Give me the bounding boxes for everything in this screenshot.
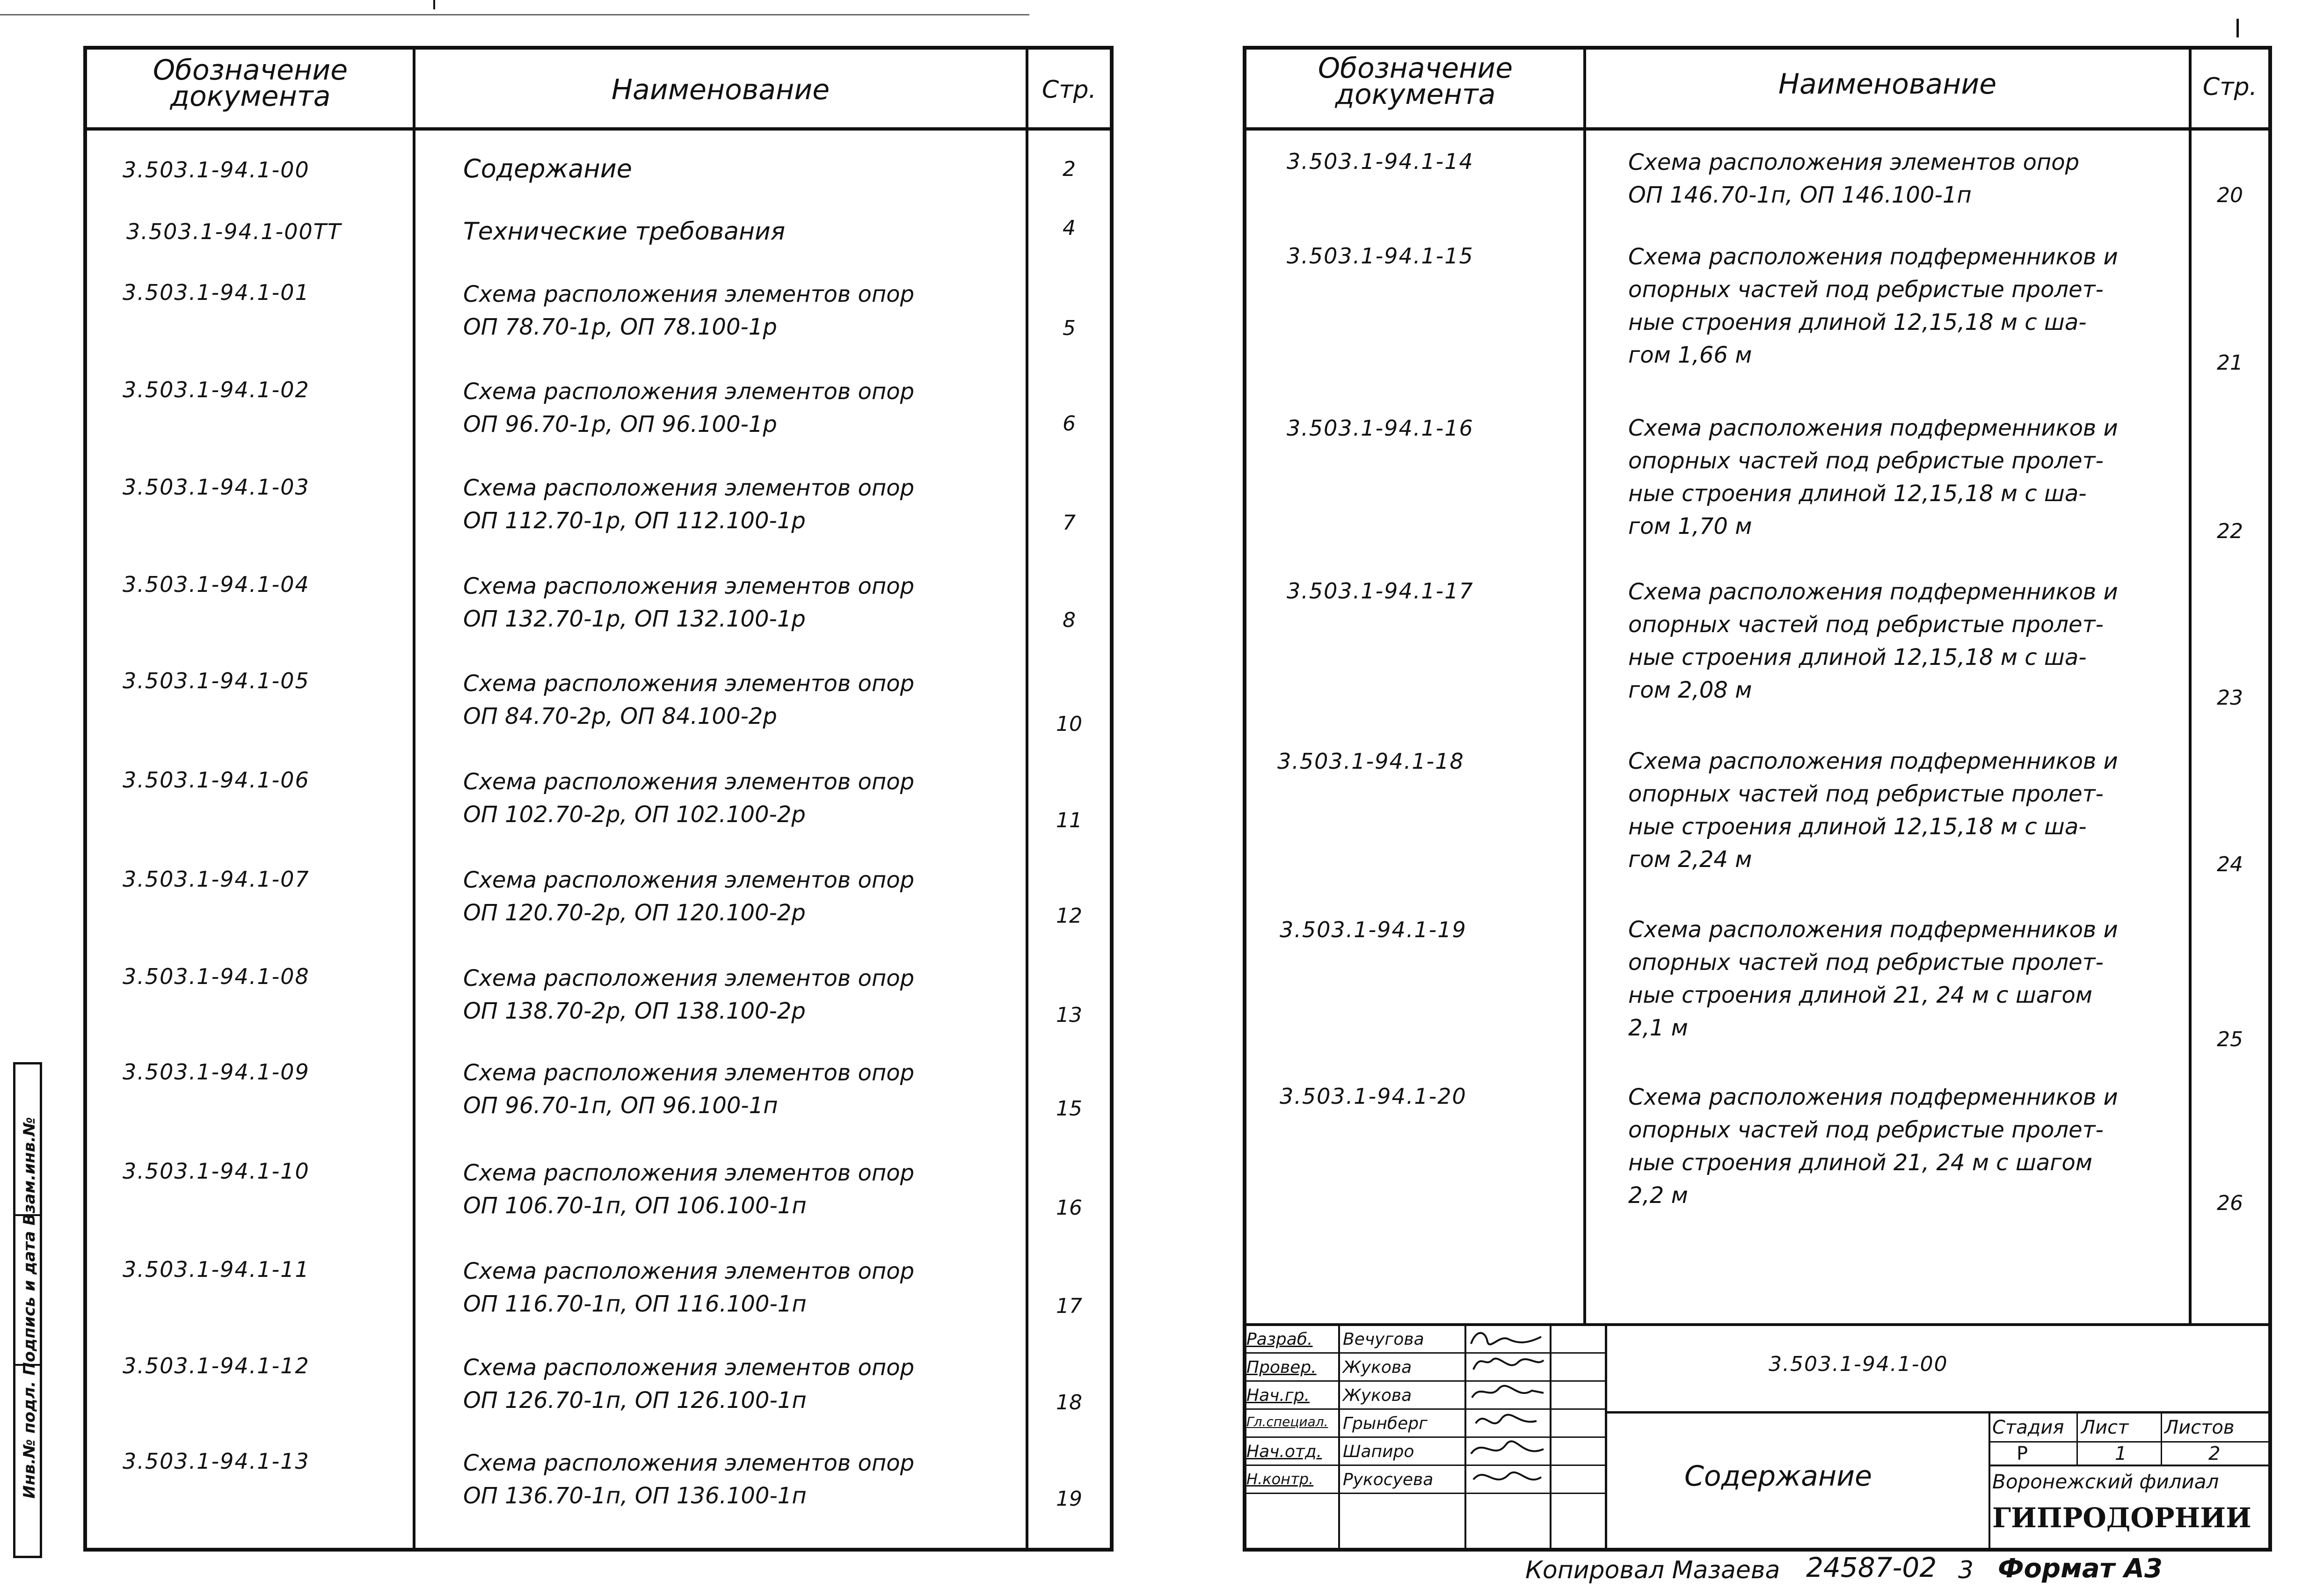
signer-name: Жукова <box>1343 1386 1412 1405</box>
row-page: 4 <box>1063 216 1076 240</box>
row-code: 3.503.1-94.1-05 <box>123 668 310 693</box>
signer-name: Вечугова <box>1343 1330 1424 1349</box>
left-header-name: Наименование <box>611 73 830 106</box>
row-page: 19 <box>1056 1487 1082 1511</box>
row-page: 24 <box>2217 853 2243 876</box>
row-code: 3.503.1-94.1-13 <box>123 1449 310 1474</box>
row-name: Схема расположения элементов опор ОП 84.70-2р, ОП 84.100-2р <box>463 670 915 729</box>
paper-format: Формат А3 <box>1998 1553 2163 1584</box>
row-page: 2 <box>1063 157 1076 181</box>
row-name: Схема расположения элементов опор ОП 132.70-1р, ОП 132.100-1р <box>463 573 915 632</box>
sheets-label: Листов <box>2164 1417 2235 1438</box>
row-name: Схема расположения элементов опор ОП 96.70-1р, ОП 96.100-1р <box>463 379 915 437</box>
row-page: 15 <box>1056 1097 1082 1121</box>
row-page: 17 <box>1056 1294 1082 1318</box>
org-name: Воронежский филиал <box>1992 1470 2219 1493</box>
signature-stroke <box>1473 1472 1541 1480</box>
signer-role: Провер. <box>1246 1358 1317 1377</box>
row-code: 3.503.1-94.1-00ТТ <box>126 219 342 244</box>
signer-role: Нач.гр. <box>1246 1386 1310 1405</box>
row-code: 3.503.1-94.1-04 <box>123 572 310 597</box>
signer-role: Нач.отд. <box>1246 1442 1322 1461</box>
row-page: 10 <box>1056 712 1082 736</box>
row-name: Схема расположения элементов опор ОП 136.70-1п, ОП 136.100-1п <box>463 1450 915 1509</box>
row-code: 3.503.1-94.1-16 <box>1287 415 1474 441</box>
signer-role: Н.контр. <box>1246 1470 1314 1488</box>
row-name: Схема расположения элементов опор ОП 78.70-1р, ОП 78.100-1р <box>463 281 915 340</box>
row-name: Схема расположения подферменников и опорных частей под ребристые пролет- ные строения длиной 12,15,18 м с ша- гом 1,70 м <box>1628 415 2118 539</box>
row-page: 22 <box>2217 519 2243 543</box>
scan-edge-mark <box>433 0 435 9</box>
row-name: Схема расположения элементов опор ОП 106.70-1п, ОП 106.100-1п <box>463 1160 915 1219</box>
row-code: 3.503.1-94.1-10 <box>123 1159 310 1184</box>
row-code: 3.503.1-94.1-18 <box>1277 749 1464 774</box>
stage-label: Стадия <box>1992 1417 2064 1438</box>
row-code: 3.503.1-94.1-20 <box>1280 1084 1467 1109</box>
row-code: 3.503.1-94.1-03 <box>123 474 310 500</box>
row-code: 3.503.1-94.1-15 <box>1287 243 1474 269</box>
row-page: 13 <box>1056 1003 1082 1027</box>
signatures-graphic <box>1466 1325 1550 1494</box>
row-page: 8 <box>1063 608 1076 632</box>
row-code: 3.503.1-94.1-11 <box>123 1257 310 1282</box>
signature-stroke <box>1471 1333 1541 1344</box>
row-page: 21 <box>2217 351 2243 375</box>
side-stamp <box>13 1062 42 1558</box>
left-header-designation: Обозначение документа <box>153 54 348 113</box>
row-page: 25 <box>2217 1028 2243 1051</box>
signer-role: Разраб. <box>1246 1330 1313 1349</box>
sheet-value: 1 <box>2115 1443 2127 1465</box>
row-name: Схема расположения элементов опор ОП 146.70-1п, ОП 146.100-1п <box>1628 149 2080 208</box>
row-page: 6 <box>1063 412 1076 436</box>
row-code: 3.503.1-94.1-19 <box>1280 917 1467 942</box>
row-page: 18 <box>1056 1391 1082 1414</box>
signer-name: Грынберг <box>1343 1414 1428 1433</box>
row-name: Содержание <box>463 154 632 183</box>
row-name: Схема расположения элементов опор ОП 116.70-1п, ОП 116.100-1п <box>463 1258 915 1317</box>
row-page: 12 <box>1056 904 1082 928</box>
right-header-page: Стр. <box>2202 73 2258 101</box>
row-code: 3.503.1-94.1-06 <box>123 767 310 793</box>
signature-stroke <box>1476 1415 1537 1423</box>
row-page: 7 <box>1063 511 1076 535</box>
row-name: Схема расположения элементов опор ОП 96.70-1п, ОП 96.100-1п <box>463 1060 915 1119</box>
row-code: 3.503.1-94.1-00 <box>123 157 310 182</box>
row-name: Схема расположения подферменников и опорных частей под ребристые пролет- ные строения длиной 12,15,18 м с ша- гом 2,24 м <box>1628 748 2118 873</box>
row-name: Схема расположения элементов опор ОП 126.70-1п, ОП 126.100-1п <box>463 1355 915 1414</box>
row-page: 23 <box>2217 686 2243 710</box>
row-page: 11 <box>1056 809 1082 832</box>
row-code: 3.503.1-94.1-12 <box>123 1353 310 1378</box>
row-name: Схема расположения подферменников и опорных частей под ребристые пролет- ные строения длиной 12,15,18 м с ша- гом 2,08 м <box>1628 579 2118 703</box>
signer-role: Гл.специал. <box>1246 1414 1328 1429</box>
copied-by: Копировал Мазаева <box>1525 1556 1780 1584</box>
drawing-number: 24587-02 <box>1806 1552 1937 1583</box>
row-code: 3.503.1-94.1-08 <box>123 964 310 989</box>
signature-stroke <box>1473 1359 1544 1370</box>
scan-edge-mark <box>2236 19 2239 37</box>
signer-name: Рукосуева <box>1343 1470 1434 1489</box>
row-name: Схема расположения элементов опор ОП 138.70-2р, ОП 138.100-2р <box>463 965 915 1024</box>
row-code: 3.503.1-94.1-09 <box>123 1059 310 1085</box>
row-code: 3.503.1-94.1-17 <box>1287 578 1474 604</box>
scan-edge-line <box>0 14 1029 15</box>
row-name: Схема расположения элементов опор ОП 112.70-1р, ОП 112.100-1р <box>463 475 915 534</box>
row-page: 20 <box>2217 183 2243 207</box>
row-code: 3.503.1-94.1-07 <box>123 867 310 892</box>
row-page: 26 <box>2217 1191 2243 1215</box>
row-name: Схема расположения подферменников и опорных частей под ребристые пролет- ные строения длиной 12,15,18 м с ша- гом 1,66 м <box>1628 244 2118 368</box>
doc-title: Содержание <box>1684 1460 1872 1493</box>
sheets-value: 2 <box>2208 1443 2221 1465</box>
row-code: 3.503.1-94.1-14 <box>1287 149 1474 174</box>
row-name: Схема расположения элементов опор ОП 102.70-2р, ОП 102.100-2р <box>463 769 915 828</box>
sheet-label: Лист <box>2081 1417 2129 1438</box>
doc-code: 3.503.1-94.1-00 <box>1769 1352 1948 1376</box>
side-stamp-text: Инв.№ подл. Подпись и дата Взам.инв.№ <box>20 1117 39 1499</box>
right-header-designation: Обозначение документа <box>1318 52 1513 111</box>
right-header-name: Наименование <box>1778 68 1997 101</box>
signature-stroke <box>1472 1386 1544 1398</box>
footer-sheet-number: 3 <box>1958 1556 1974 1584</box>
row-name: Схема расположения подферменников и опорных частей под ребристые пролет- ные строения длиной 21, 24 м с шагом 2,1 м <box>1628 917 2118 1041</box>
org-logo: ГИПРОДОРНИИ <box>1992 1502 2251 1534</box>
signer-name: Шапиро <box>1343 1442 1414 1461</box>
row-name: Технические требования <box>463 218 786 246</box>
left-header-page: Стр. <box>1042 76 1097 104</box>
stage-value: Р <box>2017 1443 2028 1465</box>
signer-name: Жукова <box>1343 1358 1412 1377</box>
row-page: 5 <box>1063 316 1076 340</box>
row-code: 3.503.1-94.1-01 <box>123 280 310 305</box>
row-page: 16 <box>1056 1196 1082 1220</box>
row-name: Схема расположения подферменников и опорных частей под ребристые пролет- ные строения длиной 21, 24 м с шагом 2,2 м <box>1628 1084 2118 1209</box>
row-name: Схема расположения элементов опор ОП 120.70-2р, ОП 120.100-2р <box>463 867 915 926</box>
row-code: 3.503.1-94.1-02 <box>123 377 310 402</box>
signature-stroke <box>1471 1441 1544 1454</box>
